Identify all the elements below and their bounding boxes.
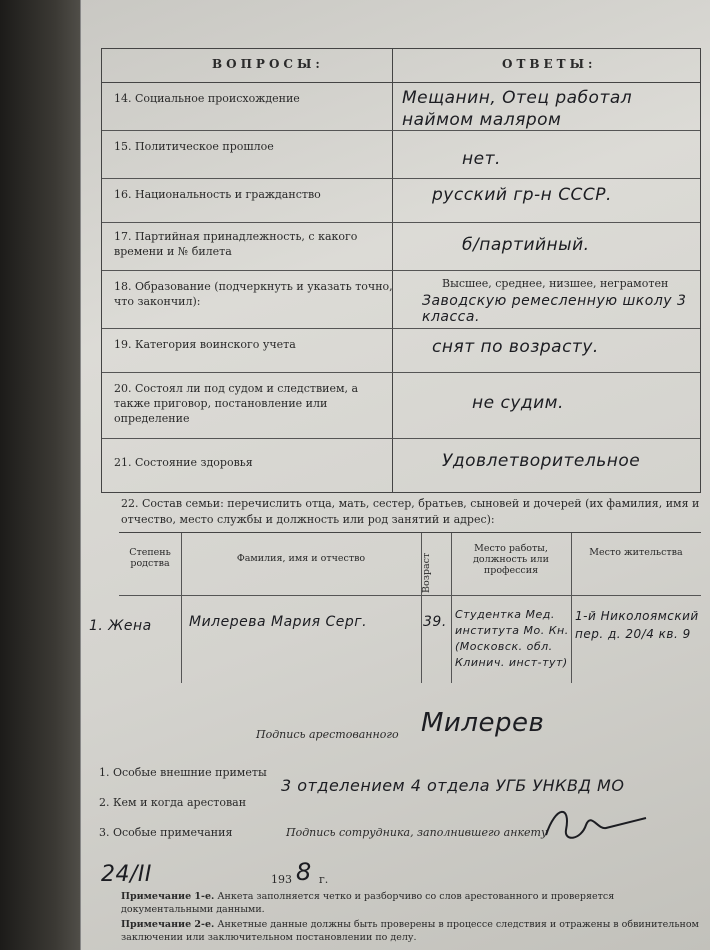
family-work: Студентка Мед. института Мо. Кн. (Московск. обл. Клинич. инст-тут): [455, 608, 569, 669]
table-row: [102, 179, 700, 223]
header-name: Фамилия, имя и отчество: [236, 553, 366, 564]
question-text: 20. Состоял ли под судом и следствием, а также приговор, постановление или определение: [114, 382, 359, 425]
table-row: [102, 439, 700, 492]
answer-handwriting: не судим.: [472, 393, 564, 413]
answer-handwriting: Мещанин, Отец работал наймом маляром: [402, 88, 633, 130]
note-1-label: Примечание 1-е.: [121, 891, 215, 902]
questions-table: [101, 48, 701, 493]
arrested-by-handwriting: 3 отделением 4 отдела УГБ УНКВД МО: [281, 776, 625, 795]
signature-arrested-label: Подпись арестованного: [256, 728, 399, 741]
date-suffix: г.: [319, 873, 329, 886]
family-table: [89, 532, 701, 682]
answer-handwriting: Заводскую ремесленную школу 3 класса.: [422, 293, 687, 325]
question-text: 16. Национальность и гражданство: [114, 188, 321, 201]
family-name: Милерева Мария Серг.: [189, 614, 368, 630]
question-text: 19. Категория воинского учета: [114, 338, 296, 351]
table-row: [102, 271, 700, 329]
binder-edge: [0, 0, 92, 950]
date-year-prefix: 193: [271, 873, 292, 886]
date-day: 24/II: [101, 862, 152, 887]
note-1-text: Анкета заполняется четко и разборчиво со слов арестованного и проверяется документальными данными.: [121, 891, 615, 915]
family-intro: 22. Состав семьи: перечислить отца, мать, сестер, братьев, сыновей и дочерей (их фамилия, имя и отчество, место службы и должность или род занятий и адрес):: [121, 497, 700, 526]
education-options: Высшее, среднее, низшее, неграмотен: [442, 277, 669, 290]
table-row: [102, 83, 700, 131]
employee-signature: [536, 800, 656, 850]
question-text: 18. Образование (подчеркнуть и указать точно, что закончил):: [114, 280, 393, 308]
header-age: Возраст: [421, 552, 432, 593]
family-relation: 1. Жена: [89, 618, 152, 634]
note-1: [121, 890, 701, 916]
note-2: [121, 918, 701, 944]
answer-handwriting: б/партийный.: [462, 235, 590, 255]
answer-handwriting: снят по возрасту.: [432, 337, 599, 357]
note-2-label: Примечание 2-е.: [121, 919, 215, 930]
table-row: [102, 329, 700, 373]
header-work: Место работы, должность или профессия: [473, 543, 549, 576]
table-row: [102, 223, 700, 271]
answer-handwriting: нет.: [462, 149, 501, 169]
header-relation: Степень родства: [129, 547, 171, 569]
signature-arrested: Милерев: [421, 708, 545, 738]
notes-label: 3. Особые примечания: [99, 826, 233, 839]
question-text: 21. Состояние здоровья: [114, 456, 253, 469]
special-marks-label: 1. Особые внешние приметы: [99, 766, 267, 779]
header-residence: Место жительства: [589, 547, 683, 558]
table-row: [102, 131, 700, 179]
question-text: 17. Партийная принадлежность, с какого времени и № билета: [114, 230, 358, 258]
question-text: 14. Социальное происхождение: [114, 92, 300, 105]
family-residence: 1-й Николоямский пер. д. 20/4 кв. 9: [575, 609, 699, 641]
header-divider: [119, 595, 701, 596]
answer-handwriting: русский гр-н СССР.: [432, 185, 612, 205]
questions-header: ВОПРОСЫ:: [212, 57, 324, 71]
table-header: [102, 49, 700, 83]
employee-signature-label: Подпись сотрудника, заполнившего анкету: [286, 826, 548, 839]
answers-header: ОТВЕТЫ:: [502, 57, 597, 71]
document-sheet: [80, 0, 710, 950]
table-row: [102, 373, 700, 439]
note-2-text: Анкетные данные должны быть проверены в процессе следствия и отражены в обвинительном заключении или заключительном постановлении по делу.: [121, 919, 699, 943]
arrested-by-label: 2. Кем и когда арестован: [99, 796, 247, 809]
answer-handwriting: Удовлетворительное: [442, 451, 641, 471]
date-year-suffix: 8: [296, 858, 312, 886]
family-age: 39.: [423, 614, 447, 630]
question-text: 15. Политическое прошлое: [114, 140, 274, 153]
